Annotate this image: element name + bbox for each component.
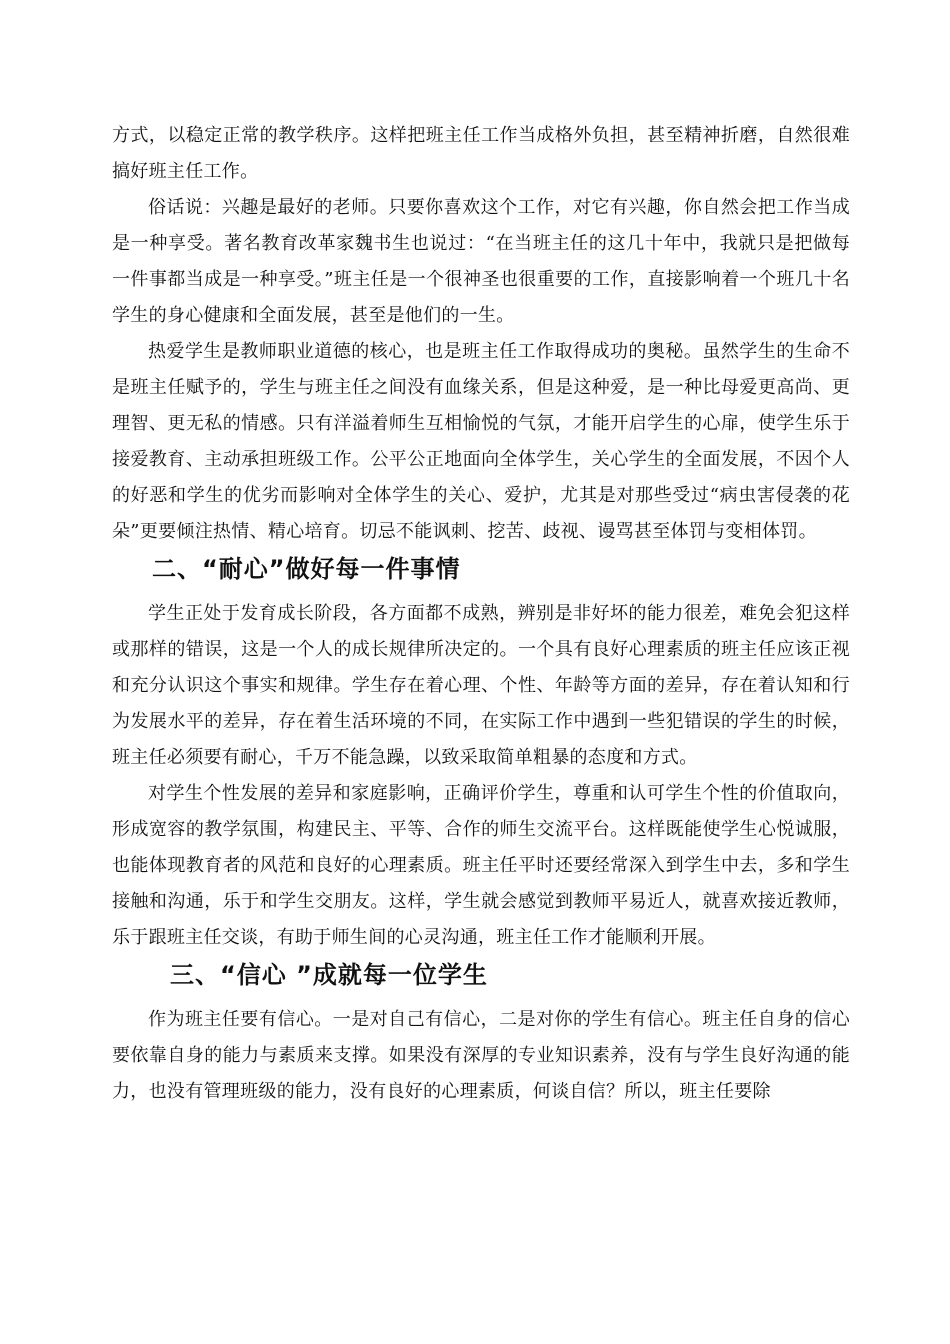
- section-heading-patience: 二、“耐心”做好每一件事情: [152, 555, 461, 583]
- section-heading-confidence: 三、“信心 ”成就每一位学生: [170, 961, 488, 989]
- paragraph-love-students: 热爱学生是教师职业道德的核心，也是班主任工作取得成功的奥秘。虽然学生的生命不是班主任赋予的，学生与班主任之间没有血缘关系，但是这种爱，是一种比母爱更高尚、更理智、更无私的情感。只有洋溢着师生互相愉悦的气氛，才能开启学生的心扉，使学生乐于接爱教育、主动承担班级工作。公平公正地面向全体学生，关心学生的全面发展，不因个人的好恶和学生的优劣而影响对全体学生的关心、爱护，尤其是对那些受过“病虫害侵袭的花朵”更要倾注热情、精心培育。切忌不能讽刺、挖苦、歧视、谩骂甚至体罚与变相体罚。: [112, 341, 850, 542]
- document-page: [112, 118, 850, 1110]
- paragraph-interest: 俗话说：兴趣是最好的老师。只要你喜欢这个工作，对它有兴趣，你自然会把工作当成是一种享受。著名教育改革家魏书生也说过：“在当班主任的这几十年中，我就只是把做每一件事都当成是一种享受。”班主任是一个很神圣也很重要的工作，直接影响着一个班几十名学生的身心健康和全面发展，甚至是他们的一生。: [112, 197, 850, 326]
- paragraph-confidence-1: 作为班主任要有信心。一是对自己有信心，二是对你的学生有信心。班主任自身的信心要依靠自身的能力与素质来支撑。如果没有深厚的专业知识素养，没有与学生良好沟通的能力，也没有管理班级的能力，没有良好的心理素质，何谈自信？所以，班主任要除: [112, 1009, 850, 1102]
- paragraph-patience-2: 对学生个性发展的差异和家庭影响，正确评价学生，尊重和认可学生个性的价值取向，形成宽容的教学氛围，构建民主、平等、合作的师生交流平台。这样既能使学生心悦诚服，也能体现教育者的风范和良好的心理素质。班主任平时还要经常深入到学生中去，多和学生接触和沟通，乐于和学生交朋友。这样，学生就会感觉到教师平易近人，就喜欢接近教师，乐于跟班主任交谈，有助于师生间的心灵沟通，班主任工作才能顺利开展。: [112, 783, 850, 948]
- paragraph-patience-1: 学生正处于发育成长阶段，各方面都不成熟，辨别是非好坏的能力很差，难免会犯这样或那样的错误，这是一个人的成长规律所决定的。一个具有良好心理素质的班主任应该正视和充分认识这个事实和规律。学生存在着心理、个性、年龄等方面的差异，存在着认知和行为发展水平的差异，存在着生活环境的不同，在实际工作中遇到一些犯错误的学生的时候，班主任必须要有耐心，千万不能急躁，以致采取简单粗暴的态度和方式。: [112, 603, 850, 768]
- paragraph-continuation: 方式，以稳定正常的教学秩序。这样把班主任工作当成格外负担，甚至精神折磨，自然很难搞好班主任工作。: [112, 125, 850, 182]
